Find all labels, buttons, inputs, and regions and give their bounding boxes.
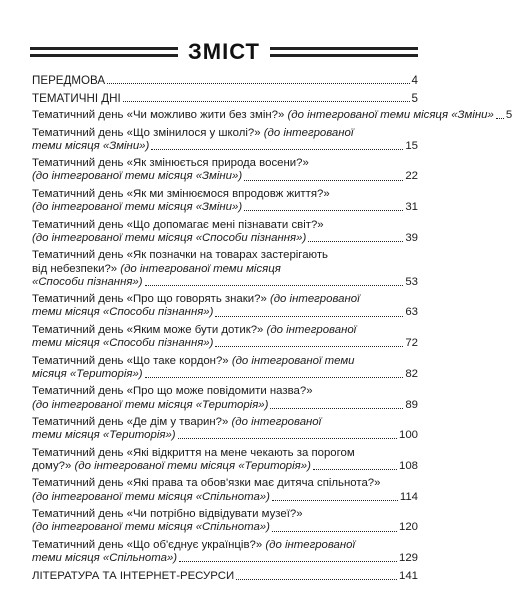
toc-page-number: 5 — [505, 109, 512, 121]
toc-entry-text: (до інтегрованої теми місяця «Територія») — [32, 398, 269, 411]
dot-leader — [313, 468, 397, 470]
dot-leader — [215, 345, 403, 347]
toc-entry-text: (до інтегрованої теми місяця «Зміни») — [32, 201, 243, 214]
toc-entry-text: ПЕРЕДМОВА — [32, 74, 106, 87]
table-of-contents — [32, 74, 512, 587]
toc-entry[interactable] — [32, 385, 418, 411]
toc-entry-text: Тематичний день «Які права та обов'язки має дитяча спільнота?» — [32, 477, 381, 490]
dot-leader — [145, 376, 404, 378]
dot-leader — [270, 407, 403, 409]
toc-entry[interactable] — [32, 157, 418, 183]
toc-entry-text: теми місяця «Зміни») — [32, 139, 150, 152]
dot-leader — [178, 437, 397, 439]
dot-leader — [151, 148, 403, 150]
toc-entry-text: теми місяця «Способи пізнання») — [32, 306, 214, 319]
toc-entry-text: «Способи пізнання») — [32, 275, 143, 288]
toc-page-number: 72 — [405, 337, 418, 350]
toc-page-number: 31 — [405, 201, 418, 214]
toc-entry[interactable] — [32, 508, 418, 534]
toc-page-number: 100 — [398, 429, 418, 442]
toc-page-number: 15 — [405, 139, 418, 152]
toc-entry-text: Тематичний день «Чи можливо жити без змін?» (до інтегрованої теми місяця «Зміни» — [32, 109, 494, 121]
toc-entry[interactable] — [32, 293, 418, 319]
dot-leader — [272, 499, 398, 501]
toc-entry-text: Тематичний день «Що таке кордон?» (до інтегрованої теми — [32, 354, 355, 367]
toc-page-number: 129 — [398, 552, 418, 565]
toc-entry[interactable] — [32, 249, 418, 289]
toc-page-number: 120 — [398, 521, 418, 534]
dot-leader — [107, 82, 409, 84]
toc-page-number: 39 — [405, 231, 418, 244]
toc-page-number: 63 — [405, 306, 418, 319]
toc-entry-text: теми місяця «Спільнота») — [32, 552, 178, 565]
toc-entry-text: теми місяця «Територія») — [32, 429, 176, 442]
toc-entry-text: ЛІТЕРАТУРА ТА ІНТЕРНЕТ-РЕСУРСИ — [32, 569, 235, 582]
toc-entry-text: Тематичний день «Про що говорять знаки?» (до інтегрованої — [32, 293, 360, 306]
toc-entry[interactable] — [32, 109, 512, 122]
toc-page-number: 22 — [405, 170, 418, 183]
toc-entry-text: (до інтегрованої теми місяця «Способи пізнання») — [32, 231, 307, 244]
toc-entry-text: Тематичний день «Де дім у тварин?» (до інтегрованої — [32, 416, 322, 429]
toc-entry-text: Тематичний день «Як позначки на товарах застерігають — [32, 249, 328, 262]
toc-entry-text: Тематичний день «Що допомагає мені пізнавати світ?» — [32, 218, 324, 231]
toc-entry[interactable] — [32, 539, 418, 565]
toc-entry-text: Тематичний день «Яким може бути дотик?» (до інтегрованої — [32, 323, 357, 336]
toc-entry[interactable] — [32, 355, 418, 381]
toc-page-number: 89 — [405, 398, 418, 411]
toc-entry-text: Тематичний день «Чи потрібно відвідувати музеї?» — [32, 508, 303, 521]
toc-header — [30, 38, 418, 66]
dot-leader — [179, 560, 397, 562]
toc-entry-text: ТЕМАТИЧНІ ДНІ — [32, 91, 121, 105]
toc-page-number: 141 — [398, 569, 418, 582]
toc-entry[interactable] — [32, 92, 418, 105]
dot-leader — [272, 530, 397, 532]
toc-entry-text: Тематичний день «Що об'єднує українців?» (до інтегрованої — [32, 538, 356, 551]
toc-entry[interactable] — [32, 477, 418, 503]
toc-entry-text: теми місяця «Способи пізнання») — [32, 337, 214, 350]
toc-entry[interactable] — [32, 74, 418, 87]
dot-leader — [215, 315, 403, 317]
toc-page-number: 4 — [411, 74, 418, 87]
toc-entry[interactable] — [32, 188, 418, 214]
toc-page-number: 82 — [405, 367, 418, 380]
toc-entry[interactable] — [32, 219, 418, 245]
toc-entry[interactable] — [32, 570, 418, 583]
dot-leader — [145, 284, 404, 286]
toc-entry[interactable] — [32, 127, 418, 153]
toc-page-number: 108 — [398, 459, 418, 472]
dot-leader — [496, 117, 504, 119]
page-title: ЗМІСТ — [178, 38, 270, 66]
toc-entry-text: від небезпеки?» (до інтегрованої теми місяця — [32, 262, 281, 275]
toc-page-number: 114 — [399, 490, 418, 503]
toc-entry-text: Тематичний день «Про що може повідомити назва?» — [32, 385, 313, 398]
toc-entry-text: Тематичний день «Як змінюється природа восени?» — [32, 157, 309, 170]
toc-entry-text: (до інтегрованої теми місяця «Спільнота») — [32, 490, 270, 503]
toc-entry-text: (до інтегрованої теми місяця «Спільнота») — [32, 521, 270, 534]
toc-page-number: 5 — [411, 91, 418, 105]
toc-entry-text: (до інтегрованої теми місяця «Зміни») — [32, 170, 243, 183]
toc-page-number: 53 — [405, 275, 418, 288]
dot-leader — [244, 209, 403, 211]
toc-entry-text: Тематичний день «Як ми змінюємося впродовж життя?» — [32, 187, 330, 200]
toc-entry-text: Тематичний день «Що змінилося у школі?» (до інтегрованої — [32, 126, 354, 139]
toc-entry[interactable] — [32, 447, 418, 473]
toc-entry-text: місяця «Територія») — [32, 367, 143, 380]
dot-leader — [244, 179, 403, 181]
toc-entry-text: Тематичний день «Які відкриття на мене чекають за порогом — [32, 446, 355, 459]
dot-leader — [308, 240, 403, 242]
toc-entry-text: дому?» (до інтегрованої теми місяця «Територія») — [32, 459, 311, 472]
dot-leader — [123, 100, 410, 102]
dot-leader — [236, 578, 397, 580]
toc-entry[interactable] — [32, 416, 418, 442]
toc-entry[interactable] — [32, 324, 418, 350]
